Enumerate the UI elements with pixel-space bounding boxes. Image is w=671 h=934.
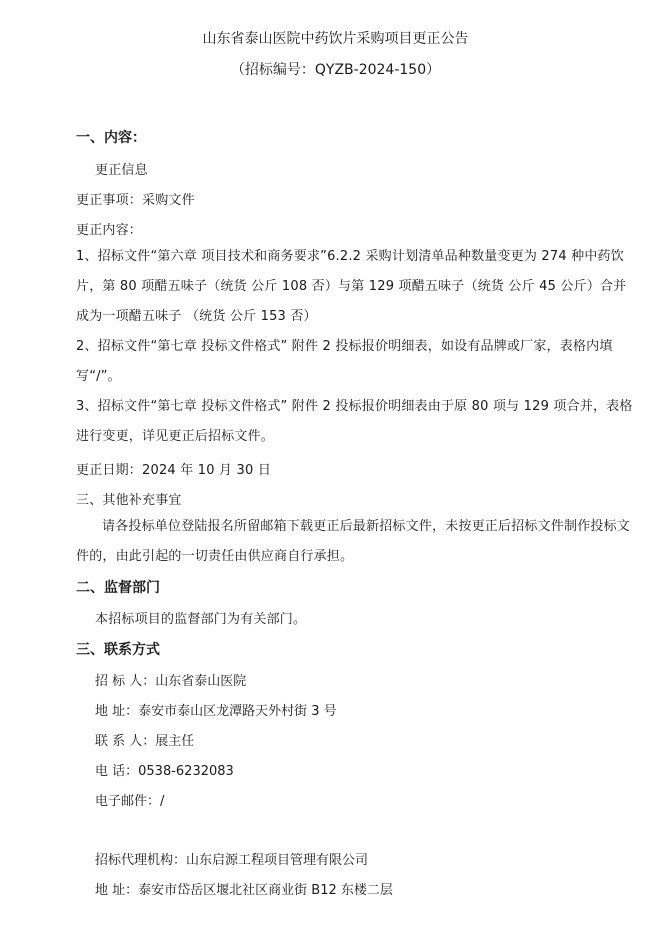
contact-person-row: [95, 730, 194, 749]
tenderer-row: [95, 670, 246, 689]
correction-point-1: 1、招标文件“第六章 项目技术和商务要求”6.2.2 采购计划清单品种数量变更为 274 种中药饮片，第 80 项醋五味子（统货 公斤 108 否）与第 129 项醋五味子（统货 公斤 45 公斤）合并成为一项醋五味子 （统货 公斤 153 否）: [76, 249, 627, 324]
address-value: 泰安市泰山区龙潭路天外村街 3 号: [138, 704, 337, 719]
email-row: [95, 790, 164, 809]
other-matters-text: 请各投标单位登陆报名所留邮箱下载更正后最新招标文件，未按更正后招标文件制作投标文件的，由此引起的一切责任由供应商自行承担。: [76, 519, 631, 564]
contact-person-label: 联 系 人：: [95, 734, 156, 749]
contact-person-value: 展主任: [155, 734, 195, 749]
correction-item-line: 更正事项：采购文件: [76, 193, 195, 208]
correction-point-3: 3、招标文件“第七章 投标文件格式” 附件 2 投标报价明细表由于原 80 项与 129 项合并，表格进行变更，详见更正后招标文件。: [76, 399, 633, 444]
agency-label: 招标代理机构：: [95, 853, 187, 868]
supervision-text: 本招标项目的监督部门为有关部门。: [95, 612, 307, 627]
tenderer-label: 招 标 人：: [95, 674, 156, 689]
other-matters-heading: 三、其他补充事宜: [76, 493, 182, 508]
phone-row: [95, 760, 234, 779]
agency-row: [95, 849, 368, 868]
phone-label: 电 话：: [95, 764, 139, 779]
correction-date-line: 更正日期：2024 年 10 月 30 日: [76, 463, 272, 478]
email-label: 电子邮件：: [95, 794, 161, 809]
correction-point-2: 2、招标文件“第七章 投标文件格式” 附件 2 投标报价明细表，如设有品牌或厂家，表格内填写“/”。: [76, 339, 613, 384]
agency-address-label: 地 址：: [95, 883, 139, 898]
email-value: /: [160, 794, 165, 809]
document-title: 山东省泰山医院中药饮片采购项目更正公告: [202, 31, 469, 47]
correction-info-label: 更正信息: [95, 163, 148, 178]
correction-content-label: 更正内容：: [76, 223, 143, 238]
agency-value: 山东启源工程项目管理有限公司: [186, 853, 369, 868]
tenderer-value: 山东省泰山医院: [155, 674, 247, 689]
address-label: 地 址：: [95, 704, 139, 719]
section-heading-content: 一、内容：: [76, 130, 146, 146]
agency-address-value: 泰安市岱岳区堰北社区商业街 B12 东楼二层: [138, 883, 393, 898]
phone-value: 0538-6232083: [138, 764, 234, 779]
address-row: [95, 700, 337, 719]
document-subtitle: （招标编号：QYZB-2024-150）: [230, 62, 441, 78]
section-heading-supervision: 二、监督部门: [76, 580, 160, 596]
section-heading-contact: 三、联系方式: [76, 642, 160, 658]
agency-address-row: [95, 879, 393, 898]
